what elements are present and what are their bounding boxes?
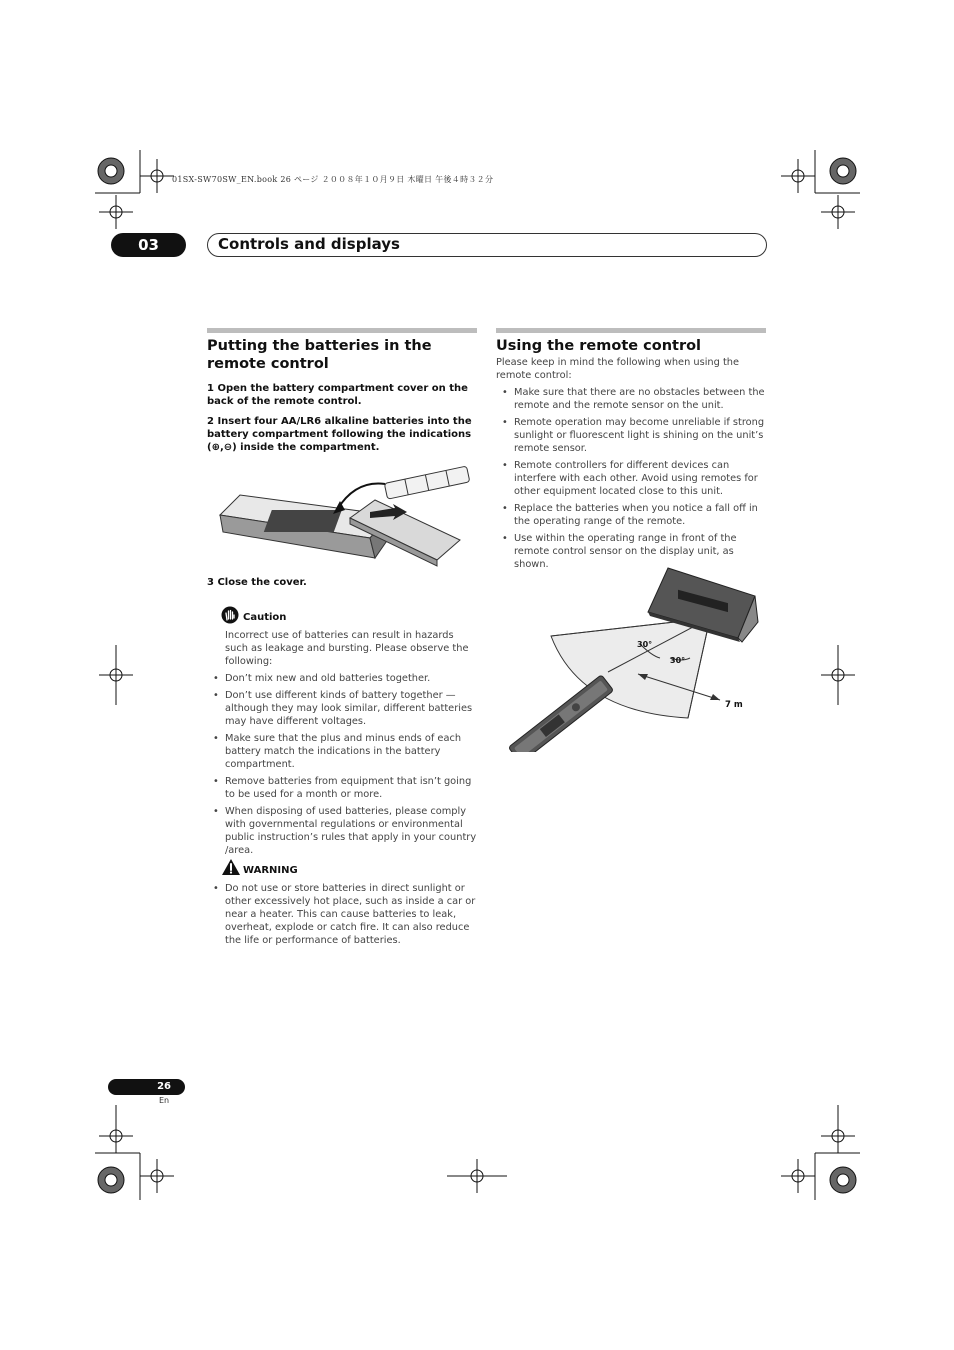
step-2: 2 Insert four AA/LR6 alkaline batteries into the battery compartment following the indications (⊕,⊖) inside the compartment. (207, 416, 472, 453)
caution-label: Caution (243, 612, 287, 623)
distance-label: 7 m (725, 700, 743, 710)
remote-tip: • Remote operation may become unreliable if strong sunlight or fluorescent light is shining on the unit’s remote sensor. (496, 416, 767, 455)
remote-tip: • Use within the operating range in front of the remote control sensor on the display unit, as shown. (496, 532, 767, 571)
section-bar-left (207, 328, 477, 333)
remote-tip: • Make sure that there are no obstacles between the remote and the remote sensor on the unit. (496, 386, 767, 412)
battery-insertion-illustration (215, 460, 470, 570)
warning-label: WARNING (243, 865, 298, 876)
print-info-line: 01SX-SW70SW_EN.book 26 ページ ２００８年１０月９日 木曜日 午後４時３２分 (172, 175, 494, 184)
warning-triangle-icon (221, 858, 241, 876)
angle-label-2: 30° (670, 656, 686, 665)
step-1: 1 Open the battery compartment cover on the back of the remote control. (207, 383, 468, 407)
warning-item: • Do not use or store batteries in direct sunlight or other excessively hot place, such as inside a car or near a heater. This can cause batteries to leak, overheat, explode or catch fire. It can also reduce the life or performance of batteries. (207, 882, 478, 947)
remote-range-illustration (500, 562, 765, 752)
section-title-remote: Using the remote control (496, 338, 702, 354)
step-3: 3 Close the cover. (207, 577, 307, 588)
caution-item: • Don’t mix new and old batteries together. (207, 672, 478, 685)
chapter-number-badge: 03 (111, 233, 186, 257)
section-bar-right (496, 328, 766, 333)
caution-hand-icon (221, 606, 239, 624)
remote-tip: • Remote controllers for different devices can interfere with each other. Avoid using remotes for other equipment located close to this unit. (496, 459, 767, 498)
page-number: 26 (157, 1081, 171, 1092)
caution-intro: Incorrect use of batteries can result in hazards such as leakage and bursting. Please observe the following: (225, 630, 469, 667)
chapter-title: Controls and displays (218, 235, 400, 253)
page-number-badge (108, 1079, 185, 1095)
caution-item: • Remove batteries from equipment that isn’t going to be used for a month or more. (207, 775, 478, 801)
angle-label-1: 30° (637, 640, 653, 649)
language-code: En (159, 1096, 170, 1105)
caution-item: • Don’t use different kinds of battery together — although they may look similar, different batteries may have different voltages. (207, 689, 478, 728)
warning-list (207, 882, 478, 951)
section-title-batteries: Putting the batteries in the remote control (207, 338, 432, 372)
caution-item: • When disposing of used batteries, please comply with governmental regulations or environmental public instruction’s rules that apply in your country /area. (207, 805, 478, 857)
remote-intro: Please keep in mind the following when using the remote control: (496, 357, 740, 381)
caution-list (207, 672, 478, 861)
remote-tips-list (496, 386, 767, 575)
caution-item: • Make sure that the plus and minus ends of each battery match the indications in the battery compartment. (207, 732, 478, 771)
remote-tip: • Replace the batteries when you notice a fall off in the operating range of the remote. (496, 502, 767, 528)
